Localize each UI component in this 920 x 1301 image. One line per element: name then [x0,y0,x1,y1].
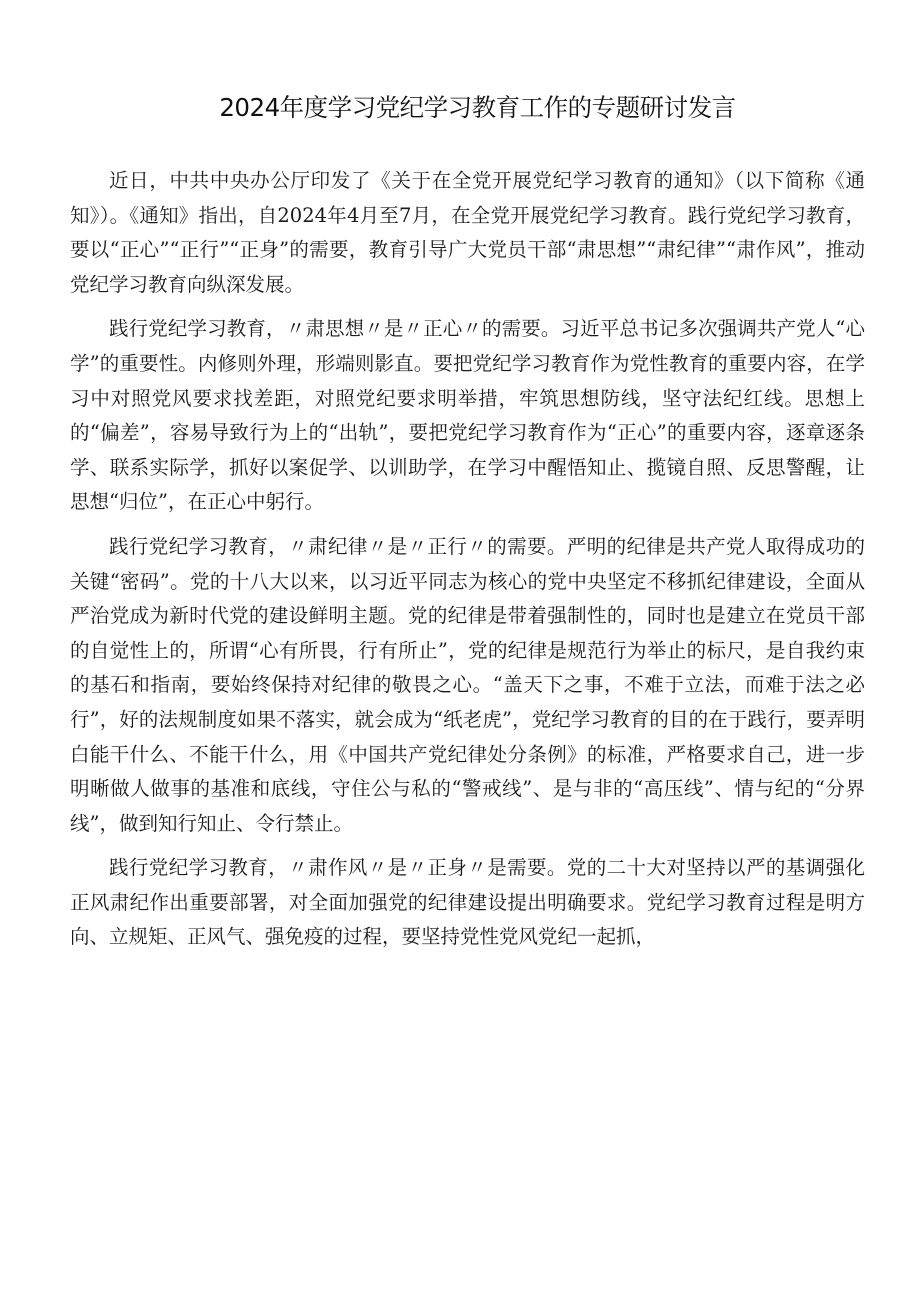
document-title: 2024年度学习党纪学习教育工作的专题研讨发言 [219,93,736,122]
paragraph-discipline: 践行党纪学习教育，〃肃纪律〃是〃正行〃的需要。严明的纪律是共产党人取得成功的关键“密码”。党的十八大以来，以习近平同志为核心的党中央坚定不移抓纪律建设，全面从严治党成为新时代党的建设鲜明主题。党的纪律是带着强制性的，同时也是建立在党员干部的自觉性上的，所谓“心有所畏，行有所止”，党的纪律是规范行为举止的标尺，是自我约束的基石和指南，要始终保持对纪律的敬畏之心。“盖天下之事，不难于立法，而难于法之必行”，好的法规制度如果不落实，就会成为“纸老虎”，党纪学习教育的目的在于践行，要弄明白能干什么、不能干什么，用《中国共产党纪律处分条例》的标准，严格要求自己，进一步明晰做人做事的基准和底线，守住公与私的“警戒线”、是与非的“高压线”、情与纪的“分界线”，做到知行知止、令行禁止。 [70,534,865,835]
paragraph-thought: 践行党纪学习教育，〃肃思想〃是〃正心〃的需要。习近平总书记多次强调共产党人“心学”的重要性。内修则外理，形端则影直。要把党纪学习教育作为党性教育的重要内容，在学习中对照党风要求找差距，对照党纪要求明举措，牢筑思想防线，坚守法纪红线。思想上的“偏差”，容易导致行为上的“出轨”，要把党纪学习教育作为“正心”的重要内容，逐章逐条学、联系实际学，抓好以案促学、以训助学，在学习中醒悟知止、揽镜自照、反思警醒，让思想“归位”，在正心中躬行。 [70,317,865,514]
paragraph-style: 践行党纪学习教育，〃肃作风〃是〃正身〃是需要。党的二十大对坚持以严的基调强化正风肃纪作出重要部署，对全面加强党的纪律建设提出明确要求。党纪学习教育过程是明方向、立规矩、正风气、强免疫的过程，要坚持党性党风党纪一起抓， [70,856,865,949]
document-page [70,0,865,955]
paragraph-intro: 近日，中共中央办公厅印发了《关于在全党开展党纪学习教育的通知》（以下简称《通知》）。《通知》指出，自2024年4月至7月，在全党开展党纪学习教育。践行党纪学习教育，要以“正心”“正行”“正身”的需要，教育引导广大党员干部“肃思想”“肃纪律”“肃作风”，推动党纪学习教育向纵深发展。 [70,169,865,296]
